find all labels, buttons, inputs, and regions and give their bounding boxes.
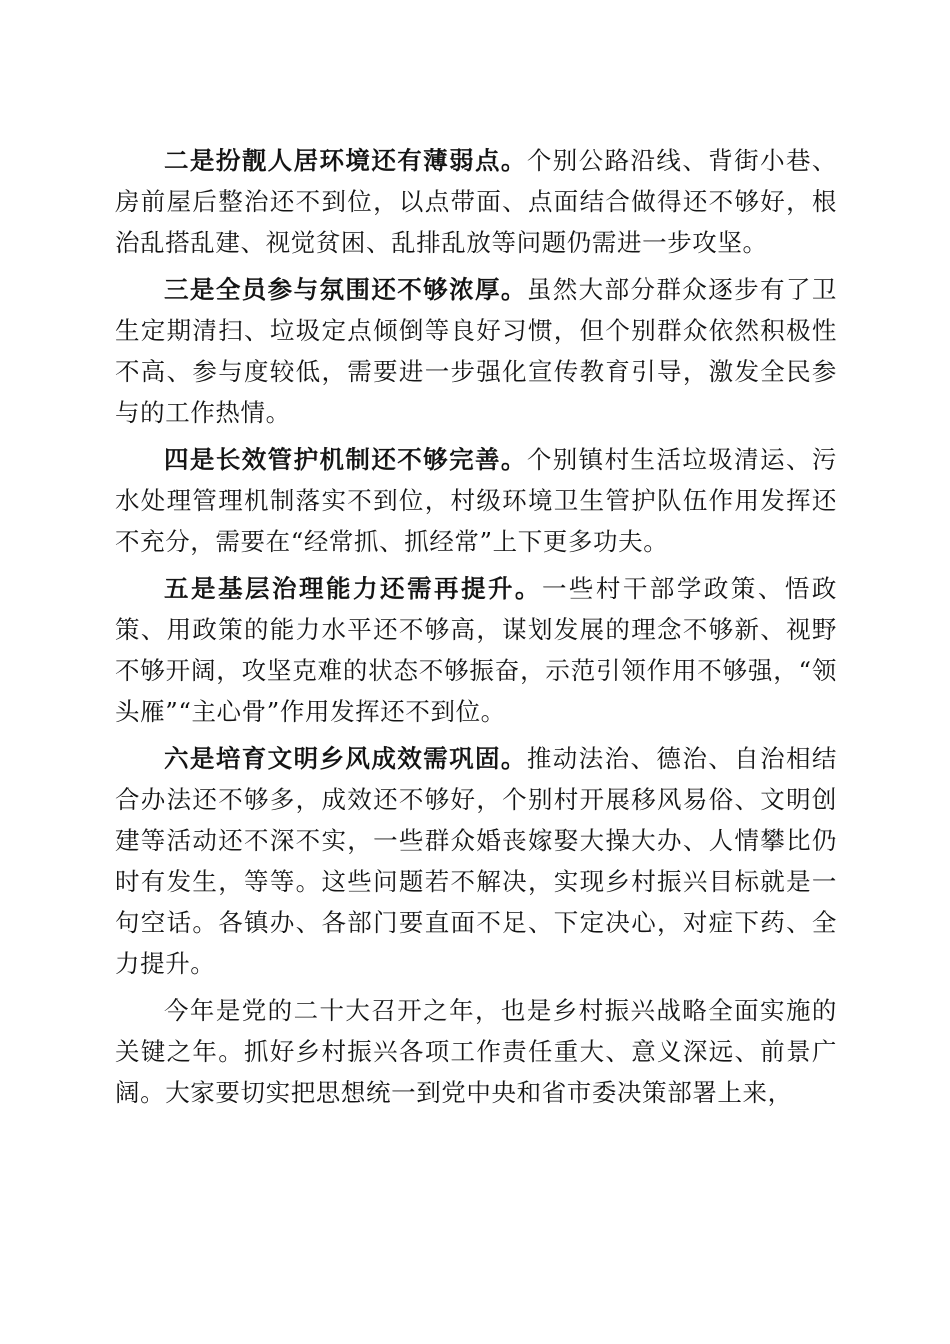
paragraph-3 bbox=[115, 269, 837, 433]
paragraph-5-heading: 五是基层治理能力还需再提升。 bbox=[164, 574, 542, 603]
paragraph-4-heading: 四是长效管护机制还不够完善。 bbox=[164, 445, 527, 474]
paragraph-5-text: 一些村干部学政策、悟政策、用政策的能力水平还不够高，谋划发展的理念不够新、视野不够开阔，攻坚克难的状态不够振奋，示范引领作用不够强，“领头雁”“主心骨”作用发挥还不到位。 bbox=[115, 574, 837, 726]
paragraph-6 bbox=[115, 738, 837, 984]
paragraph-2-heading: 二是扮靓人居环境还有薄弱点。 bbox=[164, 146, 527, 175]
paragraph-4-text: 个别镇村生活垃圾清运、污水处理管理机制落实不到位，村级环境卫生管护队伍作用发挥还不充分，需要在“经常抓、抓经常”上下更多功夫。 bbox=[115, 445, 837, 556]
paragraph-4 bbox=[115, 439, 837, 562]
paragraph-2-text: 个别公路沿线、背街小巷、房前屋后整治还不到位，以点带面、点面结合做得还不够好，根治乱搭乱建、视觉贫困、乱排乱放等问题仍需进一步攻坚。 bbox=[115, 146, 837, 257]
paragraph-2 bbox=[115, 140, 837, 263]
paragraph-3-text: 虽然大部分群众逐步有了卫生定期清扫、垃圾定点倾倒等良好习惯，但个别群众依然积极性不高、参与度较低，需要进一步强化宣传教育引导，激发全民参与的工作热情。 bbox=[115, 275, 837, 427]
paragraph-3-heading: 三是全员参与氛围还不够浓厚。 bbox=[164, 275, 527, 304]
paragraph-6-heading: 六是培育文明乡风成效需巩固。 bbox=[164, 744, 527, 773]
paragraph-6-text: 推动法治、德治、自治相结合办法还不够多，成效还不够好，个别村开展移风易俗、文明创建等活动还不深不实，一些群众婚丧嫁娶大操大办、人情攀比仍时有发生，等等。这些问题若不解决，实现乡村振兴目标就是一句空话。各镇办、各部门要直面不足、下定决心，对症下药、全力提升。 bbox=[115, 744, 837, 978]
paragraph-closing bbox=[115, 990, 837, 1113]
document-page bbox=[115, 140, 837, 1119]
paragraph-closing-text: 今年是党的二十大召开之年，也是乡村振兴战略全面实施的关键之年。抓好乡村振兴各项工作责任重大、意义深远、前景广阔。大家要切实把思想统一到党中央和省市委决策部署上来， bbox=[115, 996, 837, 1107]
paragraph-5 bbox=[115, 568, 837, 732]
